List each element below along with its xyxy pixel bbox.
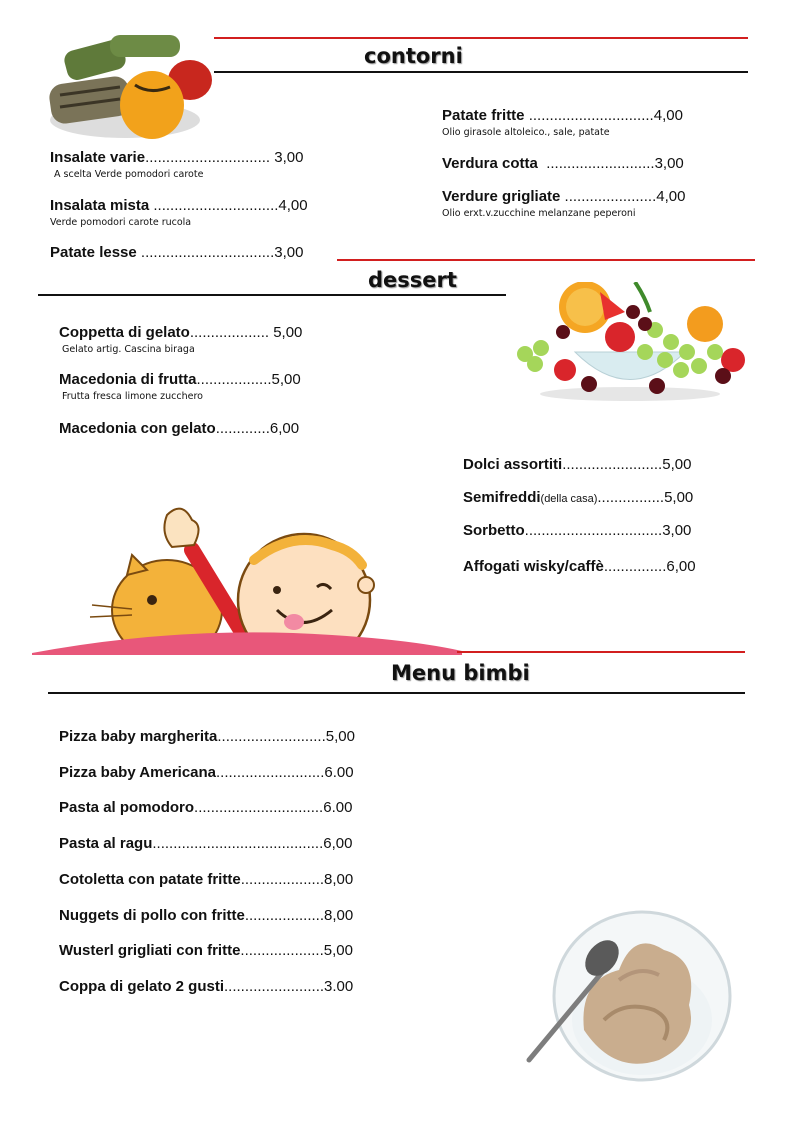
menu-item: Macedonia con gelato.............6,00: [59, 420, 300, 437]
item-note: Gelato artig. Cascina biraga: [62, 344, 195, 355]
item-note: A scelta Verde pomodori carote: [54, 169, 204, 180]
menu-item: Coppa di gelato 2 gusti........................3.00: [59, 978, 354, 995]
item-note: Olio erxt.v.zucchine melanzane peperoni: [442, 208, 636, 219]
menu-item: Nuggets di pollo con fritte...................8,00: [59, 907, 354, 924]
bimbi-top-line: [457, 651, 745, 653]
ice-cream-photo: [524, 910, 752, 1082]
item-note: Olio girasole altoleico., sale, patate: [442, 127, 610, 138]
menu-item: Patate fritte ..............................4,00: [442, 107, 683, 124]
dessert-title: dessert: [368, 268, 457, 292]
menu-item: Verdure grigliate ......................4,00: [442, 188, 686, 205]
dessert-top-line: [337, 259, 755, 261]
menu-item: Coppetta di gelato................... 5,00: [59, 324, 303, 341]
item-note: Frutta fresca limone zucchero: [62, 391, 203, 402]
bimbi-bottom-line: [48, 692, 745, 694]
fruit-bowl-photo: [505, 282, 755, 404]
dessert-bottom-line: [38, 294, 506, 296]
item-note: Verde pomodori carote rucola: [50, 217, 192, 228]
menu-item: Insalate varie.............................. 3,00: [50, 149, 304, 166]
menu-item: Semifreddi(della casa)................5,00: [463, 489, 694, 506]
menu-item: Pizza baby Americana..........................6.00: [59, 764, 354, 781]
kids-cartoon-illustration: [32, 505, 462, 655]
menu-item: Pasta al pomodoro...............................6.00: [59, 799, 353, 816]
menu-item: Pasta al ragu.........................................6,00: [59, 835, 353, 852]
menu-item: Affogati wisky/caffè...............6,00: [463, 558, 696, 575]
menu-item: Dolci assortiti........................5,00: [463, 456, 692, 473]
bimbi-title: Menu bimbi: [391, 661, 530, 685]
menu-item: Sorbetto.................................3,00: [463, 522, 692, 539]
menu-item: Wusterl grigliati con fritte....................5,00: [59, 942, 353, 959]
vegetables-photo: [40, 25, 214, 145]
menu-item: Insalata mista ..............................4,00: [50, 197, 308, 214]
menu-item: Patate lesse ................................3,00: [50, 244, 304, 261]
menu-item: Macedonia di frutta..................5,00: [59, 371, 301, 388]
contorni-top-line: [214, 37, 748, 39]
contorni-title: contorni: [364, 44, 463, 68]
menu-item: Pizza baby margherita..........................5,00: [59, 728, 355, 745]
menu-item: Verdura cotta ..........................3,00: [442, 155, 684, 172]
contorni-bottom-line: [214, 71, 748, 73]
menu-item: Cotoletta con patate fritte....................8,00: [59, 871, 354, 888]
